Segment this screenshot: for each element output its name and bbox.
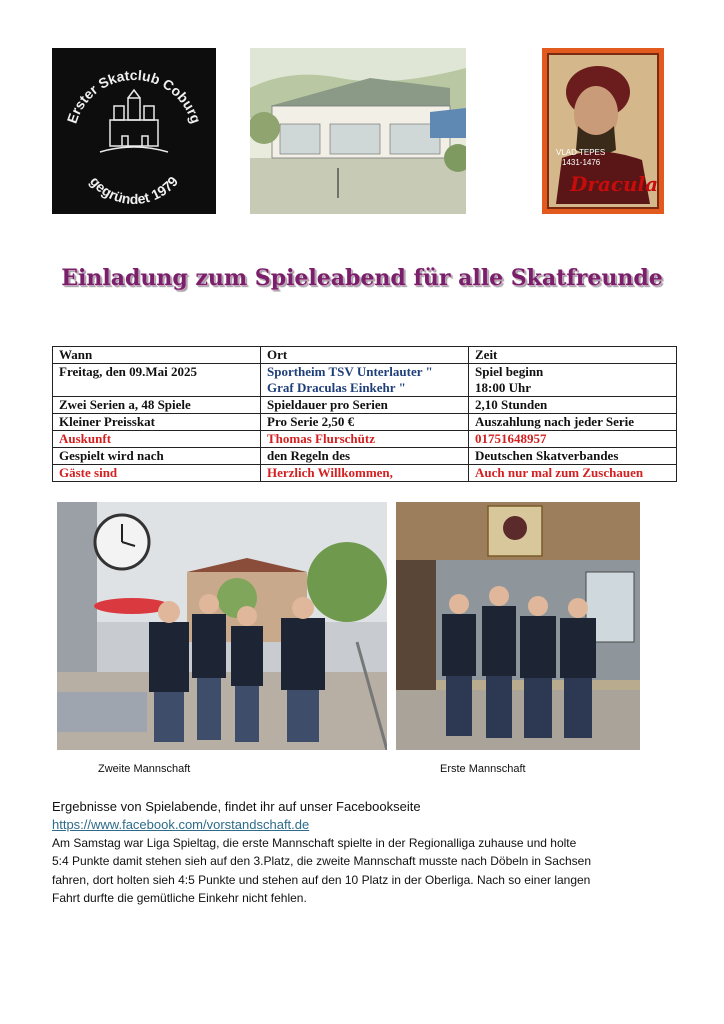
time-line-2: 18:00 Uhr	[475, 380, 531, 395]
venue-line-2: Graf Draculas Einkehr "	[267, 380, 406, 395]
team-photo-first-graphic	[396, 502, 640, 750]
table-cell: Zeit	[469, 347, 677, 364]
report-line-4: Fahrt durfte die gemütliche Einkehr nicht fehlen.	[52, 891, 307, 905]
caption-second-team: Zweite Mannschaft	[98, 763, 191, 775]
table-cell: Zwei Serien a, 48 Spiele	[53, 397, 261, 414]
table-cell: Gespielt wird nach	[53, 448, 261, 465]
table-cell: Wann	[53, 347, 261, 364]
table-cell	[261, 364, 469, 397]
table-row	[53, 431, 677, 448]
facebook-link[interactable]: https://www.facebook.com/vorstandschaft.de	[52, 817, 310, 832]
table-row	[53, 347, 677, 364]
table-cell: Deutschen Skatverbandes	[469, 448, 677, 465]
club-logo	[52, 48, 216, 214]
table-cell: Kleiner Preisskat	[53, 414, 261, 431]
club-logo-text-bottom: gegründet 1979	[86, 173, 182, 208]
table-cell: Thomas Flurschütz	[261, 431, 469, 448]
table-cell: den Regeln des	[261, 448, 469, 465]
clubhouse-icon	[250, 48, 466, 214]
table-row	[53, 397, 677, 414]
table-cell: Auskunft	[53, 431, 261, 448]
castle-icon	[100, 90, 168, 152]
table-cell: Herzlich Willkommen,	[261, 465, 469, 482]
table-cell	[469, 364, 677, 397]
page-title: Einladung zum Spieleabend für alle Skatfreunde	[61, 265, 663, 291]
table-cell: Freitag, den 09.Mai 2025	[53, 364, 261, 397]
table-row	[53, 465, 677, 482]
table-row	[53, 364, 677, 397]
table-cell: 01751648957	[469, 431, 677, 448]
venue-line-1: Sportheim TSV Unterlauter "	[267, 364, 433, 379]
report-line-3: fahren, dort holten sieh 4:5 Punkte und stehen auf den 10 Platz in der Oberliga. Nach so einer langen	[52, 873, 591, 887]
caption-first-team: Erste Mannschaft	[440, 763, 526, 775]
table-cell: Pro Serie 2,50 €	[261, 414, 469, 431]
drac-word: Dracula	[570, 172, 659, 196]
table-cell: Auszahlung nach jeder Serie	[469, 414, 677, 431]
table-cell: 2,10 Stunden	[469, 397, 677, 414]
table-cell: Ort	[261, 347, 469, 364]
team-photo-first	[396, 502, 640, 750]
time-line-1: Spiel beginn	[475, 364, 544, 379]
team-photo-second-graphic	[57, 502, 387, 750]
drac-caption: VLAD TEPES	[556, 148, 606, 157]
table-cell: Spieldauer pro Serien	[261, 397, 469, 414]
event-info-table	[52, 346, 677, 482]
club-logo-text-top: Erster Skatclub Coburg	[63, 66, 205, 126]
team-photo-second	[57, 502, 387, 750]
table-row	[53, 448, 677, 465]
table-row	[53, 414, 677, 431]
club-emblem-graphic	[52, 48, 216, 214]
results-line: Ergebnisse von Spielabende, findet ihr auf unser Facebookseite	[52, 799, 421, 814]
report-line-2: 5:4 Punkte damit stehen sieh auf den 3.Platz, die zweite Mannschaft musste nach Döbeln in Sachsen	[52, 854, 591, 868]
table-cell: Gäste sind	[53, 465, 261, 482]
table-cell: Auch nur mal zum Zuschauen	[469, 465, 677, 482]
dracula-poster	[542, 48, 664, 214]
clubhouse-drawing	[250, 48, 466, 214]
drac-years: 1431-1476	[562, 158, 601, 167]
report-line-1: Am Samstag war Liga Spieltag, die erste Mannschaft spielte in der Regionalliga zuhause und holte	[52, 836, 577, 850]
